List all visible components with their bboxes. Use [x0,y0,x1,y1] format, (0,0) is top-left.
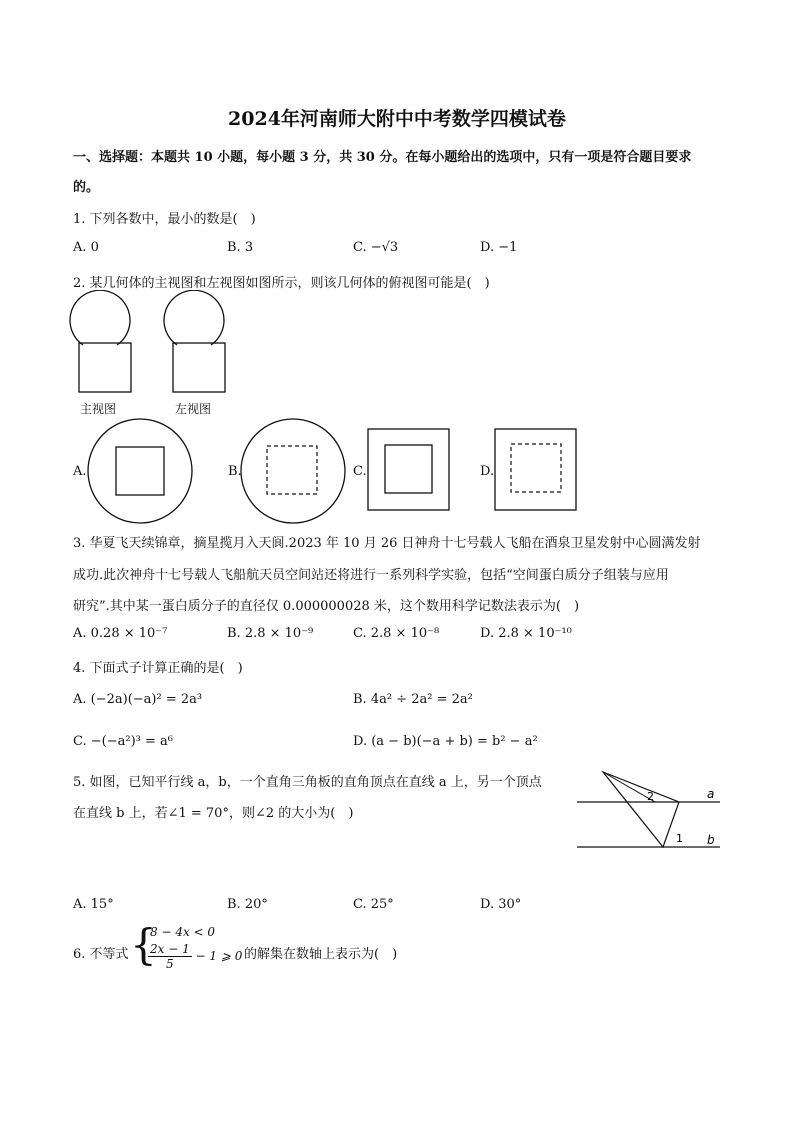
front-view-square [79,343,131,392]
q2-option-c-label: C. [353,464,367,479]
q6-fraction-numerator: 2x − 1 [150,942,190,956]
q1-option-d: D. −1 [480,240,518,255]
q6-inequality-2-tail: − 1 ⩾ 0 [195,949,243,963]
section-heading-line2: 的。 [73,180,100,195]
q5-option-d: D. 30° [480,897,522,912]
q2-stem: 2. 某几何体的主视图和左视图如图所示，则该几何体的俯视图可能是( ) [73,276,490,291]
option-d-dashed-square [511,444,561,492]
q1-option-a: A. 0 [73,240,99,255]
q2-option-a-label: A. [73,464,87,479]
q3-line2: 成功.此次神舟十七号载人飞船航天员空间站还将进行一系列科学实验，包括“空间蛋白质分子组装与应用 [73,568,669,583]
option-d-outer-square [495,429,576,510]
option-c-inner-square [385,445,432,493]
option-a-circle [88,419,192,523]
q2-option-b-figure [240,418,346,524]
q3-line1: 3. 华夏飞天续锦章，摘星揽月入天阆.2023 年 10 月 26 日神舟十七号载人飞船在酒泉卫星发射中心圆满发射 [73,536,701,551]
q4-option-c: C. −(−a²)³ = a⁶ [73,734,173,749]
line-b-label: b [707,833,715,847]
q6-fraction [148,942,192,971]
left-view-square [173,343,225,392]
q3-option-b: B. 2.8 × 10⁻⁹ [227,626,314,641]
left-view-label: 左视图 [175,402,212,416]
q6-fraction-denominator: 5 [166,957,174,971]
q4-stem: 4. 下面式子计算正确的是( ) [73,661,243,676]
front-view-label: 主视图 [80,402,117,416]
q5-parallel-lines-figure [575,766,725,856]
q2-option-d-figure [494,428,578,512]
q3-option-c: C. 2.8 × 10⁻⁸ [353,626,440,641]
q3-line3: 研究”.其中某一蛋白质分子的直径仅 0.000000028 米，这个数用科学记数法表示为( ) [73,599,580,614]
line-a-label: a [707,787,715,801]
q5-line1: 5. 如图，已知平行线 a，b，一个直角三角板的直角顶点在直线 a 上，另一个顶点 [73,775,542,790]
q4-option-a: A. (−2a)(−a)² = 2a³ [73,692,203,707]
q1-stem: 1. 下列各数中，最小的数是( ) [73,212,256,227]
option-b-circle [241,419,345,523]
left-view-arc [164,290,224,345]
q4-option-b: B. 4a² ÷ 2a² = 2a² [353,692,473,707]
front-view-arc [70,290,130,345]
q6-system-brace: { [130,920,157,969]
q5-option-a: A. 15° [73,897,114,912]
q5-option-c: C. 25° [353,897,394,912]
q2-option-d-label: D. [480,464,495,479]
q1-option-b: B. 3 [227,240,254,255]
option-a-square [116,447,164,495]
angle-1-label: 1 [676,832,683,845]
q6-inequality-1: 8 − 4x < 0 [150,925,216,939]
q2-option-c-figure [367,428,451,512]
q3-option-a: A. 0.28 × 10⁻⁷ [73,626,168,641]
q6-suffix: 的解集在数轴上表示为( ) [244,947,398,962]
q6-prefix: 6. 不等式 [73,947,129,962]
q5-option-b: B. 20° [227,897,268,912]
option-b-dashed-square [267,446,317,494]
q3-option-d: D. 2.8 × 10⁻¹⁰ [480,626,572,641]
angle-2-label: 2 [647,790,654,803]
q1-option-c: C. −√3 [353,240,399,255]
q2-option-a-figure [87,418,193,524]
q5-line2: 在直线 b 上，若∠1 = 70°，则∠2 的大小为( ) [73,806,354,821]
page-title: 2024年河南师大附中中考数学四模试卷 [228,108,566,130]
q4-option-d: D. (a − b)(−a + b) = b² − a² [353,734,538,749]
option-c-outer-square [368,429,449,510]
section-heading-line1: 一、选择题：本题共 10 小题，每小题 3 分，共 30 分。在每小题给出的选项中，只有一项是符合题目要求 [73,150,692,165]
triangle-outer [603,772,679,847]
q6-inequality-2 [148,942,242,971]
q2-option-b-label: B. [228,464,242,479]
